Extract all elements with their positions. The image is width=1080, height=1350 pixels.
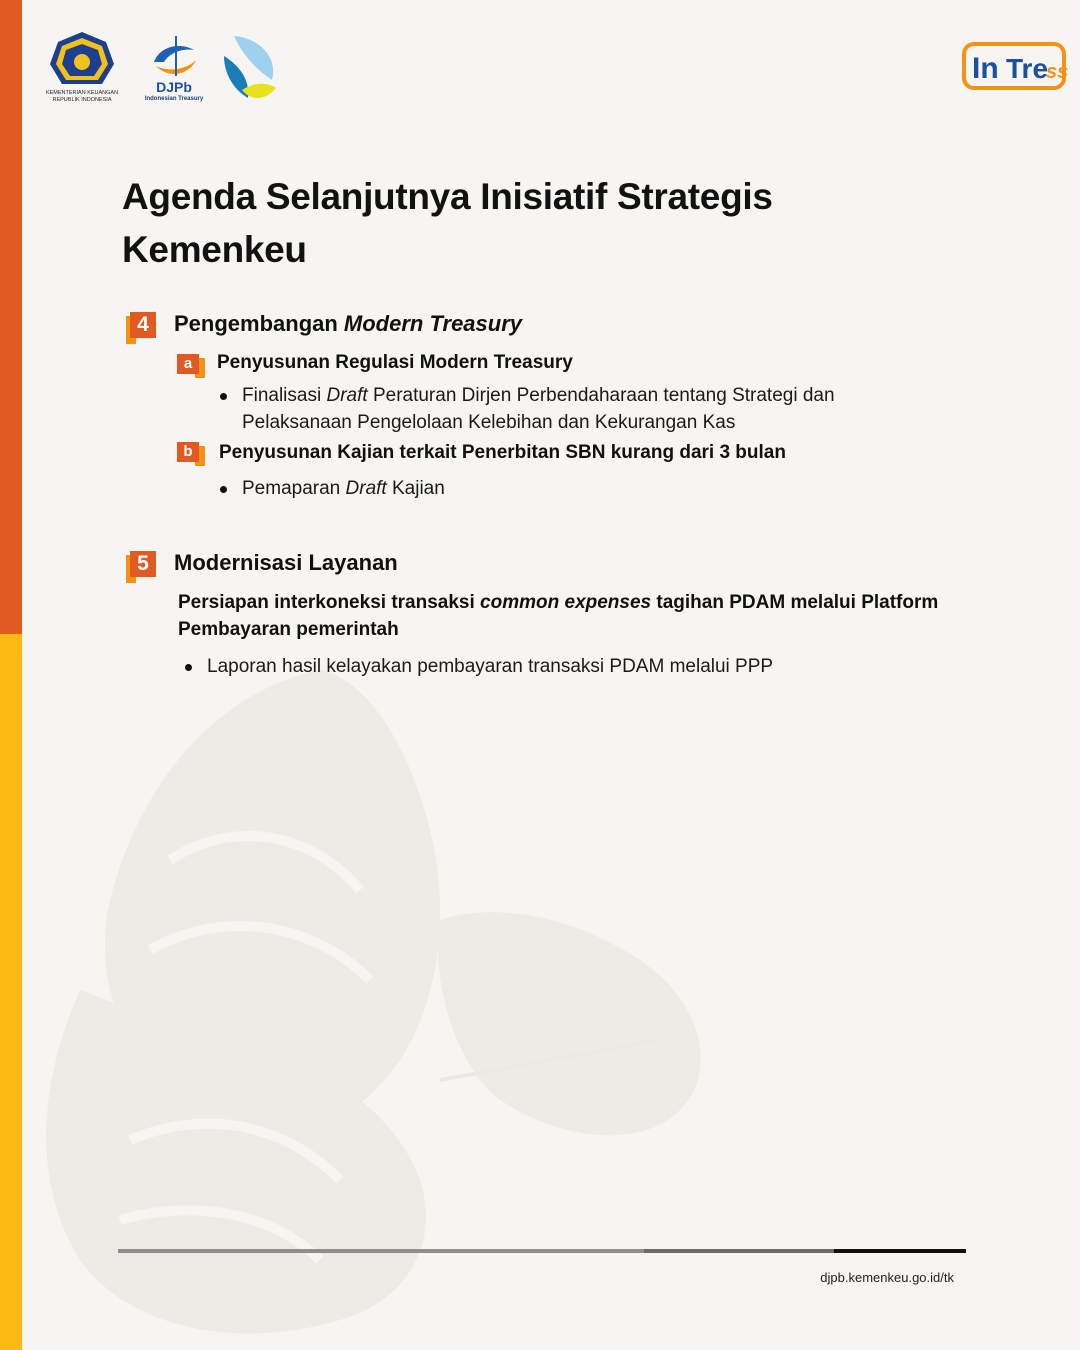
section-5-title: Modernisasi Layanan (174, 550, 398, 575)
section-5-number: 5 (130, 551, 156, 577)
bullet-dot-icon (220, 486, 227, 493)
item-b-bullet-post: Kajian (386, 478, 445, 499)
footer-url: djpb.kemenkeu.go.id/tk (820, 1270, 954, 1285)
section-4-title-italic: Modern Treasury (343, 311, 523, 336)
leaf-logo-icon (220, 32, 280, 104)
bullet-dot-icon (220, 393, 227, 400)
section-5-bullet (207, 653, 947, 680)
item-b-letter: b (177, 442, 199, 462)
svg-text:In: In (972, 52, 999, 85)
item-b-title: Penyusunan Kajian terkait Penerbitan SBN kurang dari 3 bulan (219, 442, 786, 463)
section-5-desc-post: tagihan PDAM melalui Platform Pembayaran pemerintah (178, 592, 939, 640)
item-a-letter: a (177, 354, 199, 374)
item-a-bullet-italic: Draft (326, 385, 368, 406)
kemenkeu-logo-text (40, 90, 124, 104)
item-a-title: Penyusunan Regulasi Modern Treasury (217, 352, 573, 373)
footer-divider-segment (118, 1249, 644, 1253)
section-5-number-badge (126, 551, 156, 579)
footer-divider-segment (834, 1249, 966, 1253)
section-5-desc-italic: common expenses (480, 592, 652, 613)
djpb-subtitle: Indonesian Treasury (144, 96, 204, 102)
kemenkeu-name: KEMENTERIAN KEUANGAN (45, 90, 119, 96)
footer-divider-segment (644, 1249, 834, 1253)
section-5-description (178, 589, 948, 643)
intress-logo-icon (962, 40, 1068, 92)
section-4-number-badge (126, 312, 156, 340)
item-a-letter-badge (177, 354, 205, 378)
item-a-bullet-post: Peraturan Dirjen Perbendaharaan tentang Strategi dan Pelaksanaan Pengelolaan Kelebihan dan Kekurangan Kas (242, 385, 835, 433)
section-4-title-plain: Pengembangan (174, 311, 344, 336)
svg-text:ss: ss (1046, 61, 1068, 83)
section-4-title (174, 311, 522, 337)
item-b-bullet (242, 475, 942, 502)
bullet-dot-icon (185, 664, 192, 671)
item-a-bullet (242, 382, 942, 436)
item-b-bullet-italic: Draft (345, 478, 387, 499)
item-a-bullet-pre: Finalisasi (242, 385, 327, 406)
svg-text:Tre: Tre (1006, 53, 1049, 84)
butterfly-watermark-icon (20, 660, 740, 1350)
side-accent-bar-yellow (0, 634, 22, 1350)
kemenkeu-sub: REPUBLIK INDONESIA (52, 97, 112, 103)
section-5-bullet-text: Laporan hasil kelayakan pembayaran transaksi PDAM melalui PPP (207, 656, 774, 677)
page-title: Agenda Selanjutnya Inisiatif Strategis Kemenkeu (122, 176, 773, 270)
djpb-logo-text (138, 80, 210, 103)
djpb-title: DJPb (156, 79, 192, 95)
section-4-number: 4 (130, 312, 156, 338)
section-5-desc-pre: Persiapan interkoneksi transaksi (178, 592, 481, 613)
side-accent-bar-orange (0, 0, 22, 634)
item-b-letter-badge (177, 442, 205, 466)
item-b-bullet-pre: Pemaparan (242, 478, 346, 499)
